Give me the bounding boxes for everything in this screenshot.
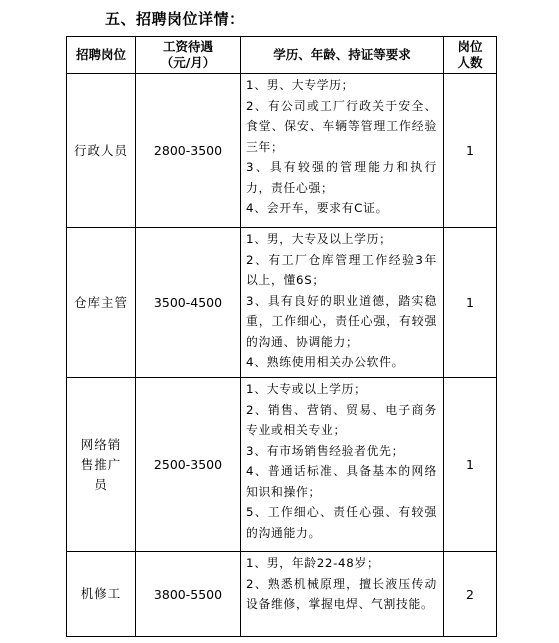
header-salary-label: 工资待遇 xyxy=(162,39,213,54)
requirement-item: 3、具有良好的职业道德，踏实稳重，工作细心，责任心强，有较强的沟通、协调能力； xyxy=(246,293,437,349)
table-row xyxy=(67,74,497,228)
requirements-cell xyxy=(241,552,444,637)
requirement-item: 2、熟悉机械原理，擅长液压传动设备维修，掌握电焊、气割技能。 xyxy=(246,576,437,611)
position-cell: 仓库主管 xyxy=(67,228,136,378)
header-salary xyxy=(136,37,241,74)
headcount-cell: 1 xyxy=(444,74,497,228)
header-requirements: 学历、年龄、持证等要求 xyxy=(241,37,444,74)
position-label: 网络销售推广员 xyxy=(80,436,122,492)
requirement-item: 4、会开车，要求有C证。 xyxy=(246,201,389,215)
headcount-cell: 1 xyxy=(444,228,497,378)
salary-cell: 2500-3500 xyxy=(136,378,241,552)
requirement-item: 2、有公司或工厂行政关于安全、食堂、保安、车辆等管理工作经验三年； xyxy=(246,98,437,154)
position-cell: 机修工 xyxy=(67,552,136,637)
requirement-item: 3、有市场销售经验者优先； xyxy=(246,443,405,458)
requirements-cell xyxy=(241,378,444,552)
header-position: 招聘岗位 xyxy=(67,37,136,74)
requirements-cell xyxy=(241,228,444,378)
requirement-item: 2、有工厂仓库管理工作经验3年以上，懂6S； xyxy=(246,252,437,287)
requirement-item: 4、普通话标准、具备基本的网络知识和操作； xyxy=(246,464,437,499)
table-row xyxy=(67,378,497,552)
headcount-cell: 2 xyxy=(444,552,497,637)
recruitment-table xyxy=(66,36,497,637)
requirement-item: 1、男，大专及以上学历； xyxy=(246,232,392,246)
header-headcount-line1: 岗位 xyxy=(457,39,483,54)
table-row xyxy=(67,228,497,378)
section-title: 五、招聘岗位详情： xyxy=(105,10,245,28)
salary-cell: 2800-3500 xyxy=(136,74,241,228)
table-row xyxy=(67,552,497,637)
header-headcount-line2: 人数 xyxy=(457,55,483,70)
requirement-item: 1、男、大专学历； xyxy=(246,78,355,92)
headcount-cell: 1 xyxy=(444,378,497,552)
position-cell xyxy=(67,378,136,552)
salary-cell: 3800-5500 xyxy=(136,552,241,637)
requirement-item: 5、工作细心、责任心强、有较强的沟通能力。 xyxy=(246,505,437,540)
requirement-item: 3、具有较强的管理能力和执行力，责任心强； xyxy=(246,160,437,195)
requirement-item: 1、男，年龄22-48岁； xyxy=(246,556,380,570)
header-salary-unit: （元/月） xyxy=(160,55,216,70)
table-header-row xyxy=(67,37,497,74)
salary-cell: 3500-4500 xyxy=(136,228,241,378)
position-cell: 行政人员 xyxy=(67,74,136,228)
header-headcount xyxy=(444,37,497,74)
requirement-item: 1、大专或以上学历； xyxy=(246,382,367,396)
requirement-item: 4、熟练使用相关办公软件。 xyxy=(246,355,405,369)
requirements-cell xyxy=(241,74,444,228)
requirement-item: 2、销售、营销、贸易、电子商务专业或相关专业； xyxy=(246,402,437,437)
